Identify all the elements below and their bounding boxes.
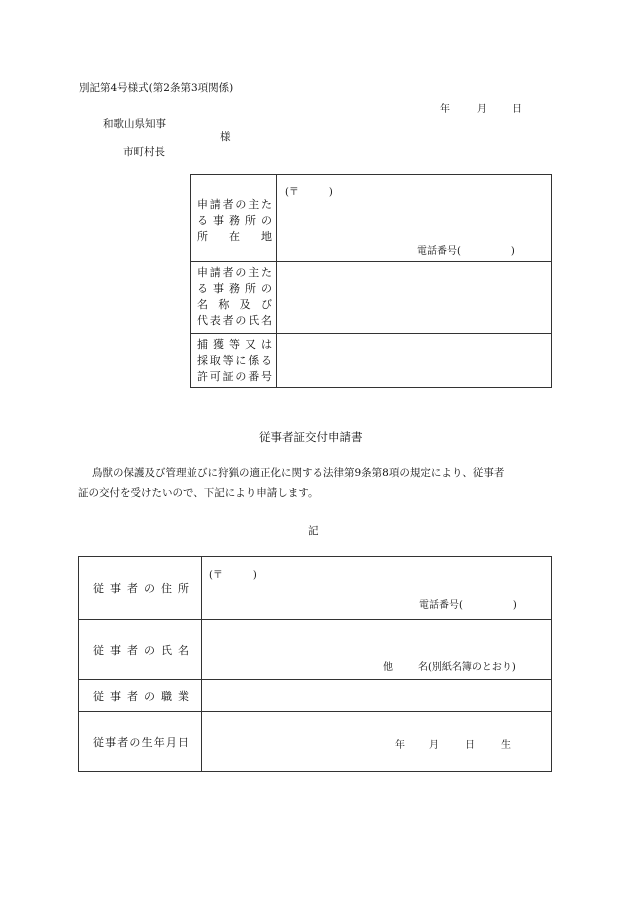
applicant-phone: 電話番号( ) [417, 246, 515, 257]
applicant-permit-row [191, 333, 551, 388]
applicant-table [190, 174, 552, 388]
worker-address-row [79, 557, 551, 619]
worker-table [78, 556, 552, 772]
birth-year: 年 [395, 740, 405, 751]
worker-name-note: 名(別紙名簿のとおり) [418, 662, 516, 673]
date-month: 月 [477, 104, 487, 115]
document-title: 従事者証交付申請書 [259, 430, 363, 444]
applicant-name-row [191, 261, 551, 333]
birth-day: 日 [465, 740, 475, 751]
worker-occupation-row [79, 679, 551, 711]
addressee-governor: 和歌山県知事 [103, 118, 166, 130]
worker-phone: 電話番号( ) [419, 600, 517, 611]
addressee-honorific: 様 [220, 131, 231, 143]
ki-heading: 記 [308, 525, 319, 537]
worker-birth-label: 従事者の生年月日 [79, 712, 202, 771]
worker-postal-code: (〒 ) [209, 570, 257, 581]
body-line-2: 証の交付を受けたいので、下記により申請します。 [78, 487, 319, 499]
form-reference: 別記第4号様式(第2条第3項関係) [79, 82, 234, 94]
worker-occupation-label: 従事者の職業 [79, 680, 202, 711]
applicant-permit-label: 捕獲等又は 採取等に係る 許可証の番号 [191, 334, 277, 388]
body-line-1: 鳥獣の保護及び管理並びに狩猟の適正化に関する法律第9条第8項の規定により、従事者 [92, 467, 505, 479]
birth-month: 月 [429, 740, 439, 751]
date-day: 日 [512, 104, 522, 115]
applicant-address-row [191, 175, 551, 261]
worker-birth-row [79, 711, 551, 771]
birth-suffix: 生 [501, 740, 511, 751]
applicant-name-label: 申請者の主た る事務所の 名称及び 代表者の氏名 [191, 262, 277, 333]
worker-address-label: 従事者の住所 [79, 557, 202, 619]
applicant-postal-code: (〒 ) [285, 187, 333, 198]
worker-name-row [79, 619, 551, 679]
date-year: 年 [440, 104, 450, 115]
addressee-mayor: 市町村長 [123, 146, 165, 158]
worker-name-other: 他 [383, 662, 393, 673]
worker-name-label: 従事者の氏名 [79, 620, 202, 679]
applicant-address-label: 申請者の主た る事務所の 所 在 地 [191, 175, 277, 261]
